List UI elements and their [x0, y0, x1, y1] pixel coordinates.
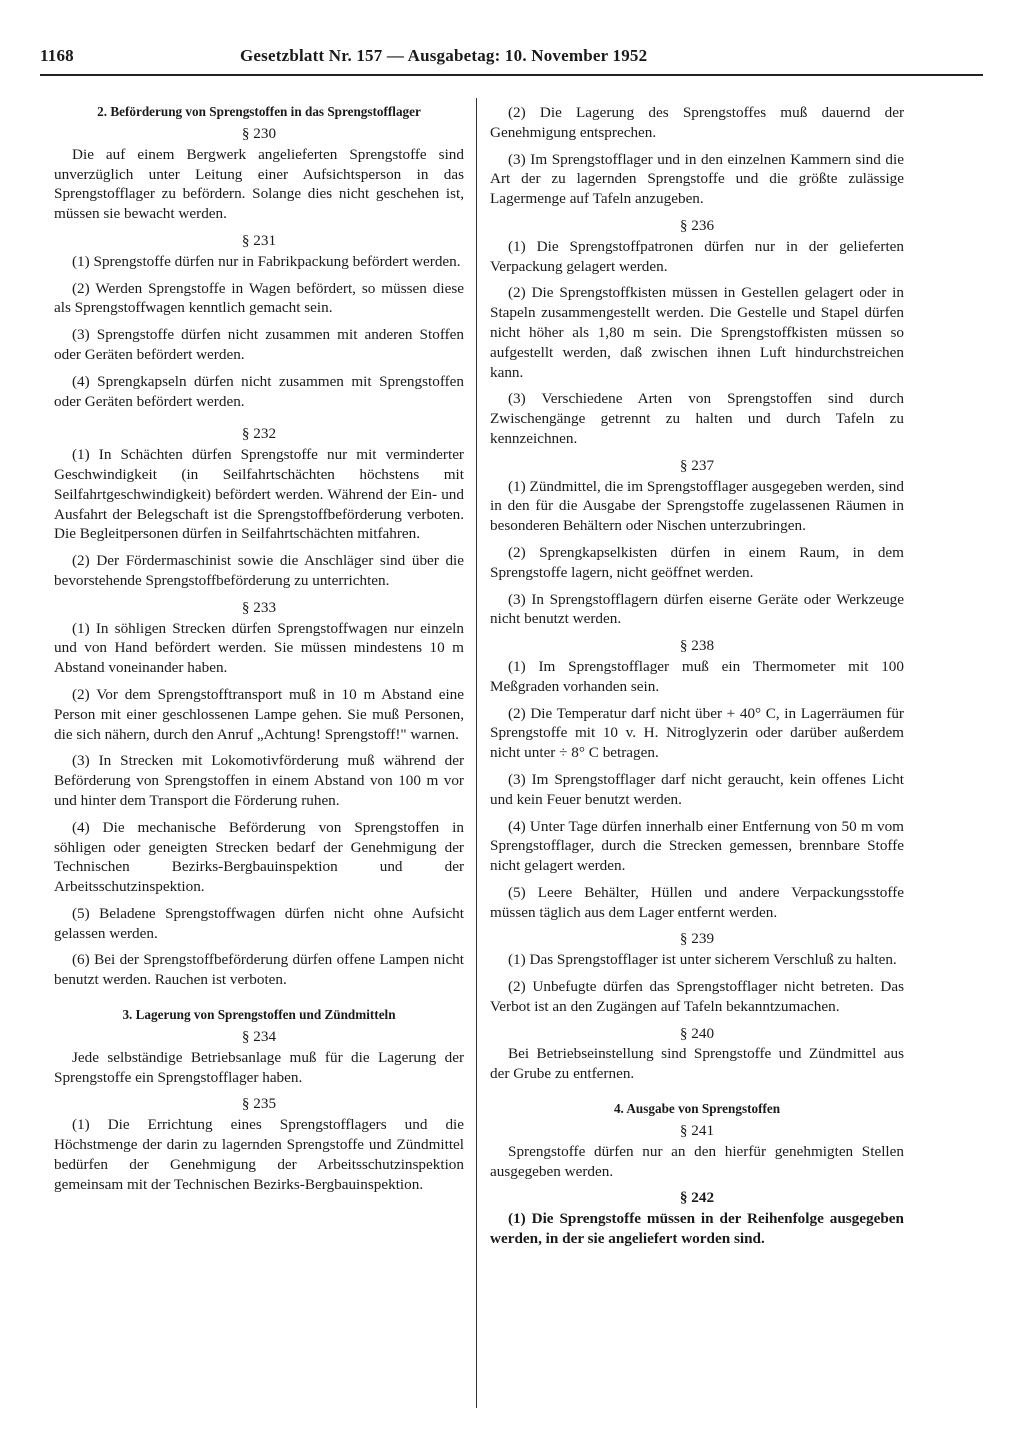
- paragraph: (2) Sprengkapselkisten dürfen in einem Raum, in dem Sprengstoffe lagern, nicht geöffnet werden.: [490, 543, 904, 581]
- paragraph: (3) In Strecken mit Lokomotivförderung muß während der Beförderung von Sprengstoffen in einem Abstand von 100 m vor und hinter dem Transport die Förderung ruhen.: [54, 752, 464, 809]
- paragraph: (3) In Sprengstofflagern dürfen eiserne Geräte oder Werkzeuge nicht benutzt werden.: [490, 590, 904, 628]
- paragraph: (5) Leere Behälter, Hüllen und andere Verpackungsstoffe müssen täglich aus dem Lager entfernt werden.: [490, 883, 904, 921]
- paragraph: (1) Im Sprengstofflager muß ein Thermometer mit 100 Meßgraden vorhanden sein.: [490, 657, 904, 695]
- section-238: § 238: [679, 637, 715, 655]
- paragraph: (2) Unbefugte dürfen das Sprengstofflager nicht betreten. Das Verbot ist an den Zugängen auf Tafeln bekanntzumachen.: [490, 978, 904, 1015]
- paragraph: Bei Betriebseinstellung sind Sprengstoffe und Zündmittel aus der Grube zu entfernen.: [490, 1045, 904, 1083]
- paragraph: (3) Sprengstoffe dürfen nicht zusammen mit anderen Stoffen oder Geräten befördert werden.: [54, 326, 464, 363]
- paragraph: (3) Im Sprengstofflager darf nicht geraucht, kein offenes Licht und kein Feuer benutzt werden.: [490, 770, 904, 808]
- section-240: § 240: [679, 1024, 715, 1042]
- paragraph: (1) Die Sprengstoffe müssen in der Reihenfolge ausgegeben werden, in der sie angeliefert worden sind.: [490, 1210, 904, 1248]
- chapter-heading-3: 3. Lagerung von Sprengstoffen und Zündmitteln: [122, 1007, 396, 1023]
- right-column: [490, 103, 904, 1256]
- paragraph: (1) Die Errichtung eines Sprengstofflagers und die Höchstmenge der darin zu lagernden Sprengstoffe und Zündmittel bedürfen der Genehmigung der Arbeitsschutzinspektion gemeinsam mit der Technischen Bezirks-Bergbauinspektion.: [54, 1116, 464, 1193]
- paragraph: (1) In Schächten dürfen Sprengstoffe nur mit verminderter Geschwindigkeit (in Seilfahrtschächten höchstens mit Seilfahrtgeschwindigkeit) befördert werden. Während der Ein- und Ausfahrt der Belegschaft ist die Sprengstoffbeförderung verboten. Die Begleitpersonen dürfen in Seilfahrtschächten mitfahren.: [54, 446, 464, 543]
- section-242: § 242: [679, 1189, 715, 1207]
- gazette-title: Gesetzblatt Nr. 157 — Ausgabetag: 10. November 1952: [240, 46, 648, 65]
- paragraph: (6) Bei der Sprengstoffbeförderung dürfen offene Lampen nicht benutzt werden. Rauchen ist verboten.: [54, 951, 464, 989]
- paragraph: (1) Zündmittel, die im Sprengstofflager ausgegeben werden, sind in den für die Ausgabe der Sprengstoffe zugelassenen Räumen in besonderen Behältern oder Nischen unterzubringen.: [490, 477, 904, 535]
- section-235: § 235: [241, 1095, 277, 1113]
- paragraph: (2) Die Lagerung des Sprengstoffes muß dauernd der Genehmigung entsprechen.: [490, 104, 904, 141]
- paragraph: (1) In söhligen Strecken dürfen Sprengstoffwagen nur einzeln und von Hand befördert werden. Sie müssen mindestens 10 m Abstand voneinander haben.: [54, 619, 464, 677]
- paragraph: (2) Der Fördermaschinist sowie die Anschläger sind über die bevorstehende Sprengstoffbeförderung zu unterrichten.: [54, 552, 464, 589]
- paragraph: (4) Die mechanische Beförderung von Sprengstoffen in söhligen oder geneigten Strecken bedarf der Genehmigung der Technischen Bezirks-Bergbauinspektion und der Arbeitsschutzinspektion.: [54, 818, 464, 896]
- section-237: § 237: [679, 456, 715, 474]
- page-number: 1168: [40, 46, 74, 65]
- paragraph: (1) Das Sprengstofflager ist unter sicherem Verschluß zu halten.: [508, 951, 897, 969]
- section-233: § 233: [241, 598, 277, 616]
- header-rule: [40, 74, 983, 76]
- paragraph: Jede selbständige Betriebsanlage muß für die Lagerung der Sprengstoffe ein Sprengstofflager haben.: [54, 1048, 464, 1086]
- section-230: § 230: [241, 125, 277, 142]
- paragraph: Die auf einem Bergwerk angelieferten Sprengstoffe sind unverzüglich unter Leitung einer Aufsichtsperson in das Sprengstofflager zu befördern. Solange dies nicht geschehen ist, müssen sie bewacht werden.: [54, 145, 464, 223]
- column-divider: [476, 98, 477, 1408]
- paragraph: Sprengstoffe dürfen nur an den hierfür genehmigten Stellen ausgegeben werden.: [490, 1142, 904, 1180]
- paragraph: (4) Unter Tage dürfen innerhalb einer Entfernung von 50 m vom Sprengstofflager, durch die Strecken gemessen, brennbare Stoffe nicht gelagert werden.: [490, 817, 904, 875]
- section-231: § 231: [241, 231, 277, 249]
- section-236: § 236: [679, 216, 715, 234]
- paragraph: (2) Die Temperatur darf nicht über + 40° C, in Lagerräumen für Sprengstoffe mit 10 v. H. Nitroglyzerin oder darüber außerdem nicht unter ÷ 8° C betragen.: [490, 704, 904, 762]
- paragraph: (2) Die Sprengstoffkisten müssen in Gestellen gelagert oder in Stapeln zusammengestellt werden. Die Gestelle und Stapel dürfen nicht höher als 1,80 m sein. Die Sprengstoffkisten müssen so aufgestellt werden, daß zwischen ihnen Luft hindurchstreichen kann.: [490, 284, 904, 381]
- section-234: § 234: [241, 1028, 277, 1046]
- paragraph: (3) Verschiedene Arten von Sprengstoffen sind durch Zwischengänge getrennt zu halten und durch Tafeln zu kennzeichnen.: [490, 390, 904, 447]
- paragraph: (1) Sprengstoffe dürfen nur in Fabrikpackung befördert werden.: [72, 252, 461, 270]
- chapter-heading-2: 2. Beförderung von Sprengstoffen in das Sprengstofflager: [97, 104, 421, 119]
- paragraph: (3) Im Sprengstofflager und in den einzelnen Kammern sind die Art der zu lagernden Sprengstoffe und die größte zulässige Lagermenge auf Tafeln anzugeben.: [490, 150, 904, 208]
- left-column: [54, 103, 464, 1201]
- chapter-heading-4: 4. Ausgabe von Sprengstoffen: [613, 1101, 781, 1117]
- section-239: § 239: [679, 930, 715, 948]
- paragraph: (2) Werden Sprengstoffe in Wagen befördert, so müssen diese als Sprengstoffwagen kenntlich gemacht sein.: [54, 279, 464, 317]
- paragraph: (5) Beladene Sprengstoffwagen dürfen nicht ohne Aufsicht gelassen werden.: [54, 904, 464, 942]
- paragraph: (2) Vor dem Sprengstofftransport muß in 10 m Abstand eine Person mit einer geschlossenen Lampe gehen. Sie muß Personen, die sich nähern, durch den Anruf „Achtung! Sprengstoff!" warnen.: [54, 685, 464, 743]
- section-232: § 232: [241, 425, 277, 443]
- paragraph: (4) Sprengkapseln dürfen nicht zusammen mit Sprengstoffen oder Geräten befördert werden.: [54, 372, 464, 410]
- paragraph: (1) Die Sprengstoffpatronen dürfen nur in der gelieferten Verpackung gelagert werden.: [490, 237, 904, 275]
- section-241: § 241: [679, 1122, 715, 1140]
